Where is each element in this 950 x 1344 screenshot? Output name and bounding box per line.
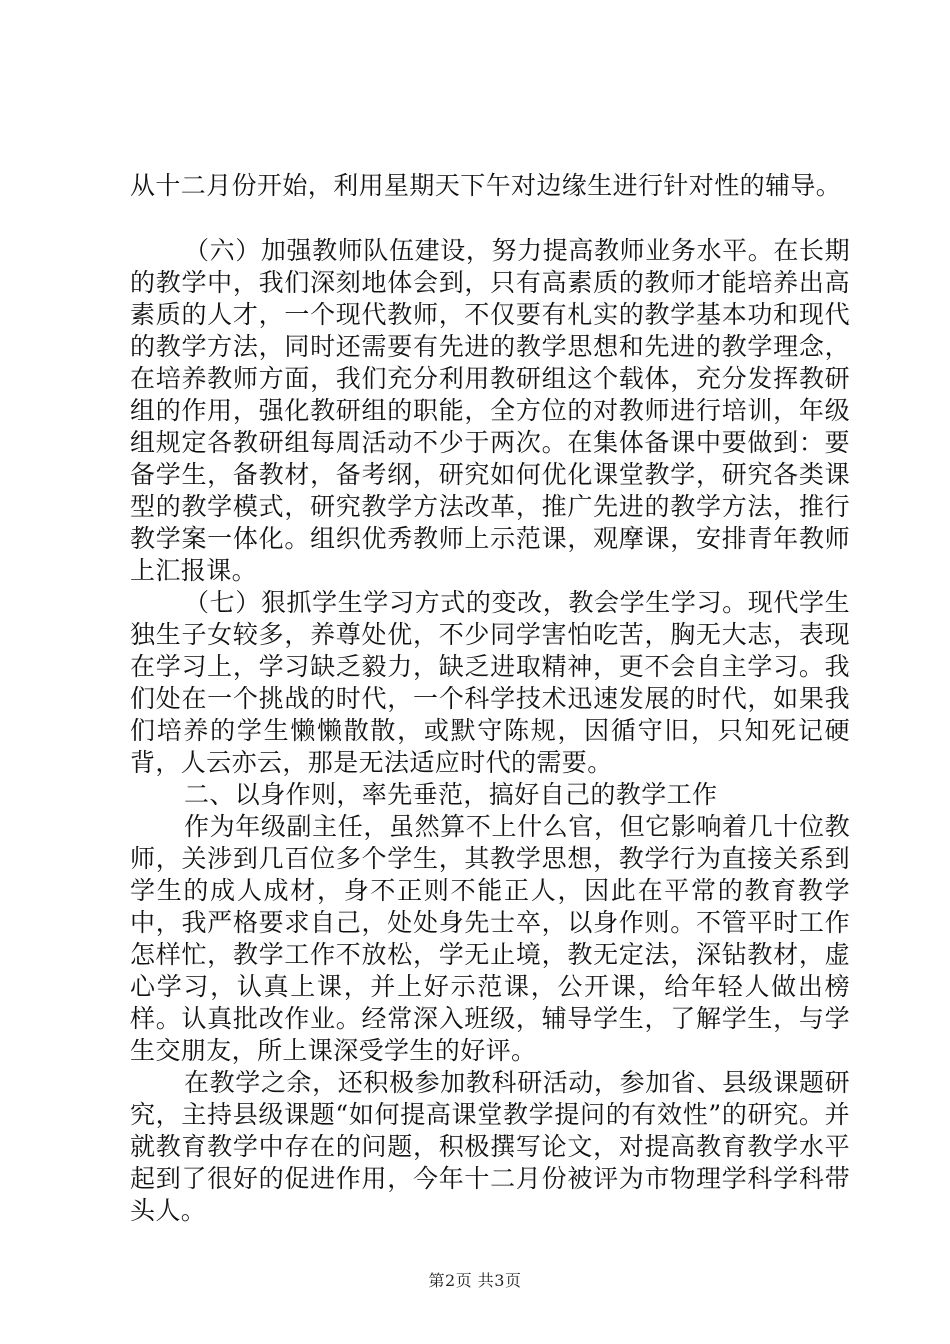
document-body-top — [130, 170, 850, 202]
paragraph-section-6: （六）加强教师队伍建设，努力提高教师业务水平。在长期的教学中，我们深刻地体会到，只有高素质的教师才能培养出高素质的人才，一个现代教师，不仅要有札实的教学基本功和现代的教学方法，同时还需要有先进的教学思想和先进的教学理念，在培养教师方面，我们充分利用教研组这个载体，充分发挥教研组的作用，强化教研组的职能，全方位的对教师进行培训，年级组规定各教研组每周活动不少于两次。在集体备课中要做到：要备学生，备教材，备考纲，研究如何优化课堂教学，研究各类课型的教学模式，研究教学方法改革，推广先进的教学方法，推行教学案一体化。组织优秀教师上示范课，观摩课，安排青年教师上汇报课。 — [130, 236, 850, 585]
page-number-footer: 第2页 共3页 — [428, 1271, 522, 1290]
section-heading-2: 二、以身作则，率先垂范，搞好自己的教学工作 — [184, 780, 718, 809]
paragraph-continuation: 从十二月份开始，利用星期天下午对边缘生进行针对性的辅导。 — [130, 171, 842, 200]
document-body — [130, 235, 850, 1227]
paragraph-research: 在教学之余，还积极参加教科研活动，参加省、县级课题研究，主持县级课题“如何提高课堂教学提问的有效性”的研究。并就教育教学中存在的问题，积极撰写论文，对提高教育教学水平起到了很好的促进作用，今年十二月份被评为市物理学科学科带头人。 — [130, 1068, 850, 1225]
paragraph-section-7: （七）狠抓学生学习方式的变改，教会学生学习。现代学生独生子女较多，养尊处优，不少同学害怕吃苦，胸无大志，表现在学习上，学习缺乏毅力，缺乏进取精神，更不会自主学习。我们处在一个挑战的时代，一个科学技术迅速发展的时代，如果我们培养的学生懒懒散散，或默守陈规，因循守旧，只知死记硬背，人云亦云，那是无法适应时代的需要。 — [130, 588, 850, 777]
paragraph-role: 作为年级副主任，虽然算不上什么官，但它影响着几十位教师，关涉到几百位多个学生，其教学思想，教学行为直接关系到学生的成人成材，身不正则不能正人，因此在平常的教育教学中，我严格要求自己，处处身先士卒，以身作则。不管平时工作怎样忙，教学工作不放松，学无止境，教无定法，深钻教材，虚心学习，认真上课，并上好示范课，公开课，给年轻人做出榜样。认真批改作业。经常深入班级，辅导学生，了解学生，与学生交朋友，所上课深受学生的好评。 — [130, 812, 850, 1065]
